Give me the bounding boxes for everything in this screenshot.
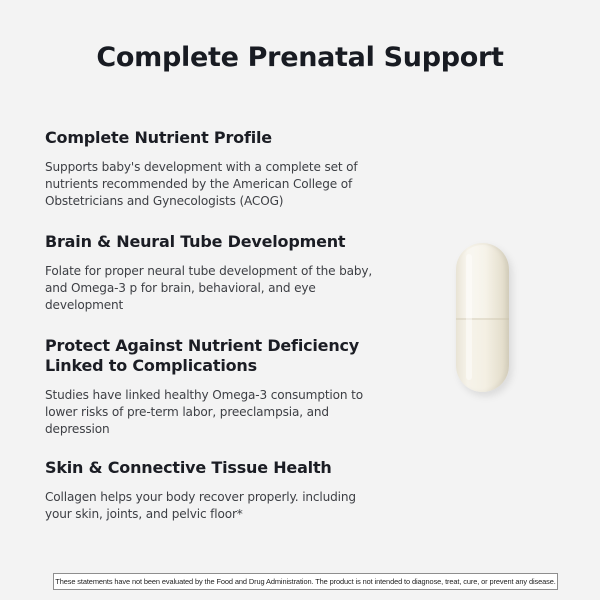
- page-title: Complete Prenatal Support: [96, 42, 504, 73]
- capsule-image: [455, 242, 511, 393]
- fda-disclaimer: These statements have not been evaluated by the Food and Drug Administration. The product is not intended to diagnose, treat, cure, or prevent any disease.: [53, 573, 558, 590]
- feature-description: Studies have linked healthy Omega-3 consumption to lower risks of pre-term labor, preeclampsia, and depression: [45, 388, 363, 436]
- feature-description: Collagen helps your body recover properly. including your skin, joints, and pelvic floor*: [45, 490, 356, 521]
- capsule-highlight: [466, 254, 472, 380]
- feature-description: Supports baby's development with a complete set of nutrients recommended by the American College of Obstetricians and Gynecologists (ACOG): [45, 160, 358, 208]
- feature-item-nutrient-profile: [45, 128, 375, 210]
- feature-heading: Brain & Neural Tube Development: [45, 232, 346, 251]
- feature-item-nutrient-deficiency: [45, 336, 375, 438]
- feature-heading: Complete Nutrient Profile: [45, 128, 272, 147]
- feature-heading: Skin & Connective Tissue Health: [45, 458, 332, 477]
- feature-item-brain-neural: [45, 232, 375, 314]
- feature-description: Folate for proper neural tube development of the baby, and Omega-3 p for brain, behavioral, and eye development: [45, 264, 373, 312]
- capsule-seam: [456, 318, 509, 320]
- feature-heading: Protect Against Nutrient Deficiency Linked to Complications: [45, 336, 360, 375]
- feature-item-skin-tissue: [45, 458, 375, 523]
